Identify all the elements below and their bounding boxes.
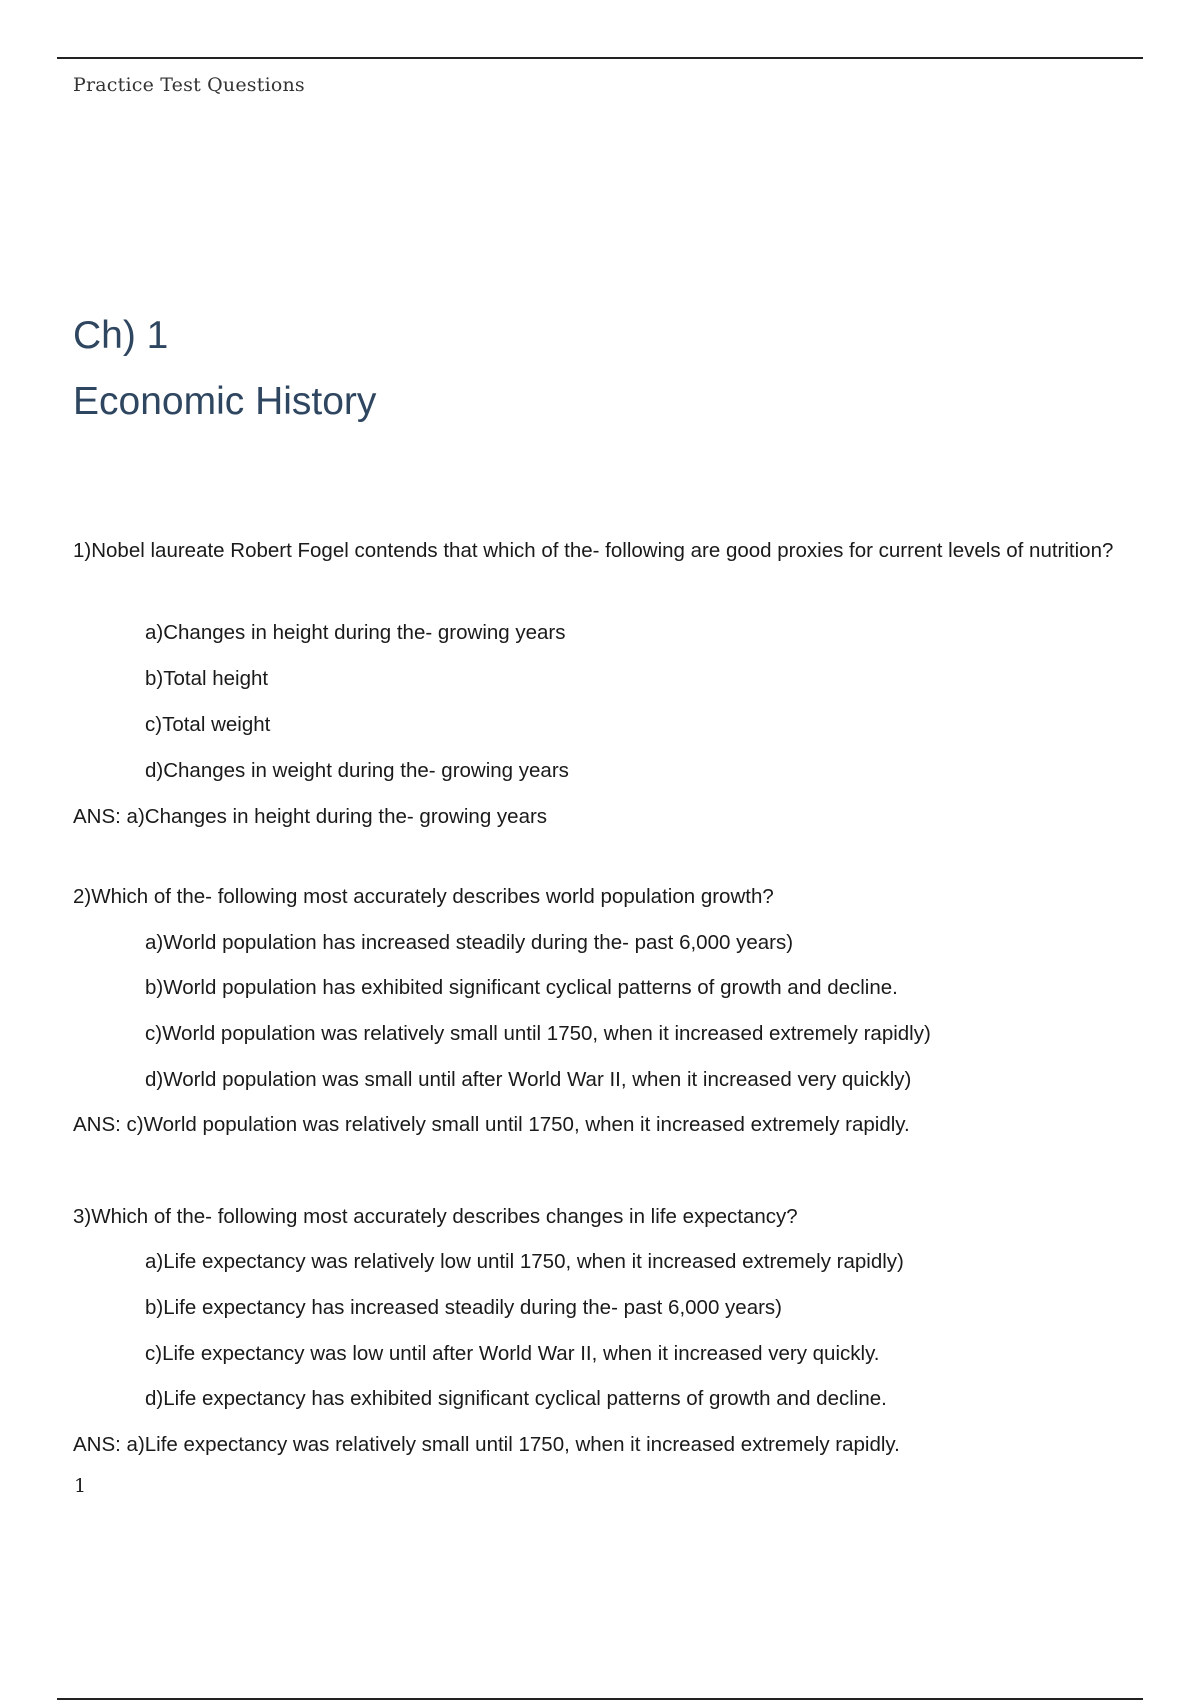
- option-c: c)Life expectancy was low until after World War II, when it increased very quickly.: [145, 1342, 880, 1365]
- option-d: d)Life expectancy has exhibited significant cyclical patterns of growth and decline.: [145, 1387, 887, 1410]
- option-d: d)Changes in weight during the- growing years: [145, 759, 569, 782]
- option-d: d)World population was small until after World War II, when it increased very quickly): [145, 1068, 912, 1091]
- page-number: 1: [74, 1475, 87, 1497]
- answer-line: ANS: c)World population was relatively small until 1750, when it increased extremely rapidly.: [73, 1113, 910, 1136]
- question-2: [73, 884, 1123, 1136]
- header-rule: [57, 57, 1143, 59]
- question-text: 1)Nobel laureate Robert Fogel contends that which of the- following are good proxies for current levels of nutrition?: [73, 539, 1114, 562]
- option-b: b)Total height: [145, 667, 269, 690]
- question-text: 2)Which of the- following most accurately describes world population growth?: [73, 885, 774, 908]
- answer-line: ANS: a)Life expectancy was relatively small until 1750, when it increased extremely rapidly.: [73, 1433, 900, 1456]
- question-text: 3)Which of the- following most accurately describes changes in life expectancy?: [73, 1205, 798, 1228]
- answer-line: ANS: a)Changes in height during the- growing years: [73, 805, 548, 828]
- option-a: a)Changes in height during the- growing years: [145, 621, 566, 644]
- option-c: c)Total weight: [145, 713, 271, 736]
- chapter-title-heading: Economic History: [73, 380, 377, 423]
- question-3: [73, 1204, 1123, 1456]
- chapter-number-heading: Ch) 1: [73, 314, 169, 357]
- question-1: [73, 538, 1123, 828]
- option-b: b)Life expectancy has increased steadily during the- past 6,000 years): [145, 1296, 783, 1319]
- option-a: a)World population has increased steadily during the- past 6,000 years): [145, 931, 794, 954]
- option-a: a)Life expectancy was relatively low until 1750, when it increased extremely rapidly): [145, 1250, 904, 1273]
- option-c: c)World population was relatively small until 1750, when it increased extremely rapidly): [145, 1022, 931, 1045]
- running-header-title: Practice Test Questions: [73, 74, 305, 96]
- option-b: b)World population has exhibited significant cyclical patterns of growth and decline.: [145, 976, 898, 999]
